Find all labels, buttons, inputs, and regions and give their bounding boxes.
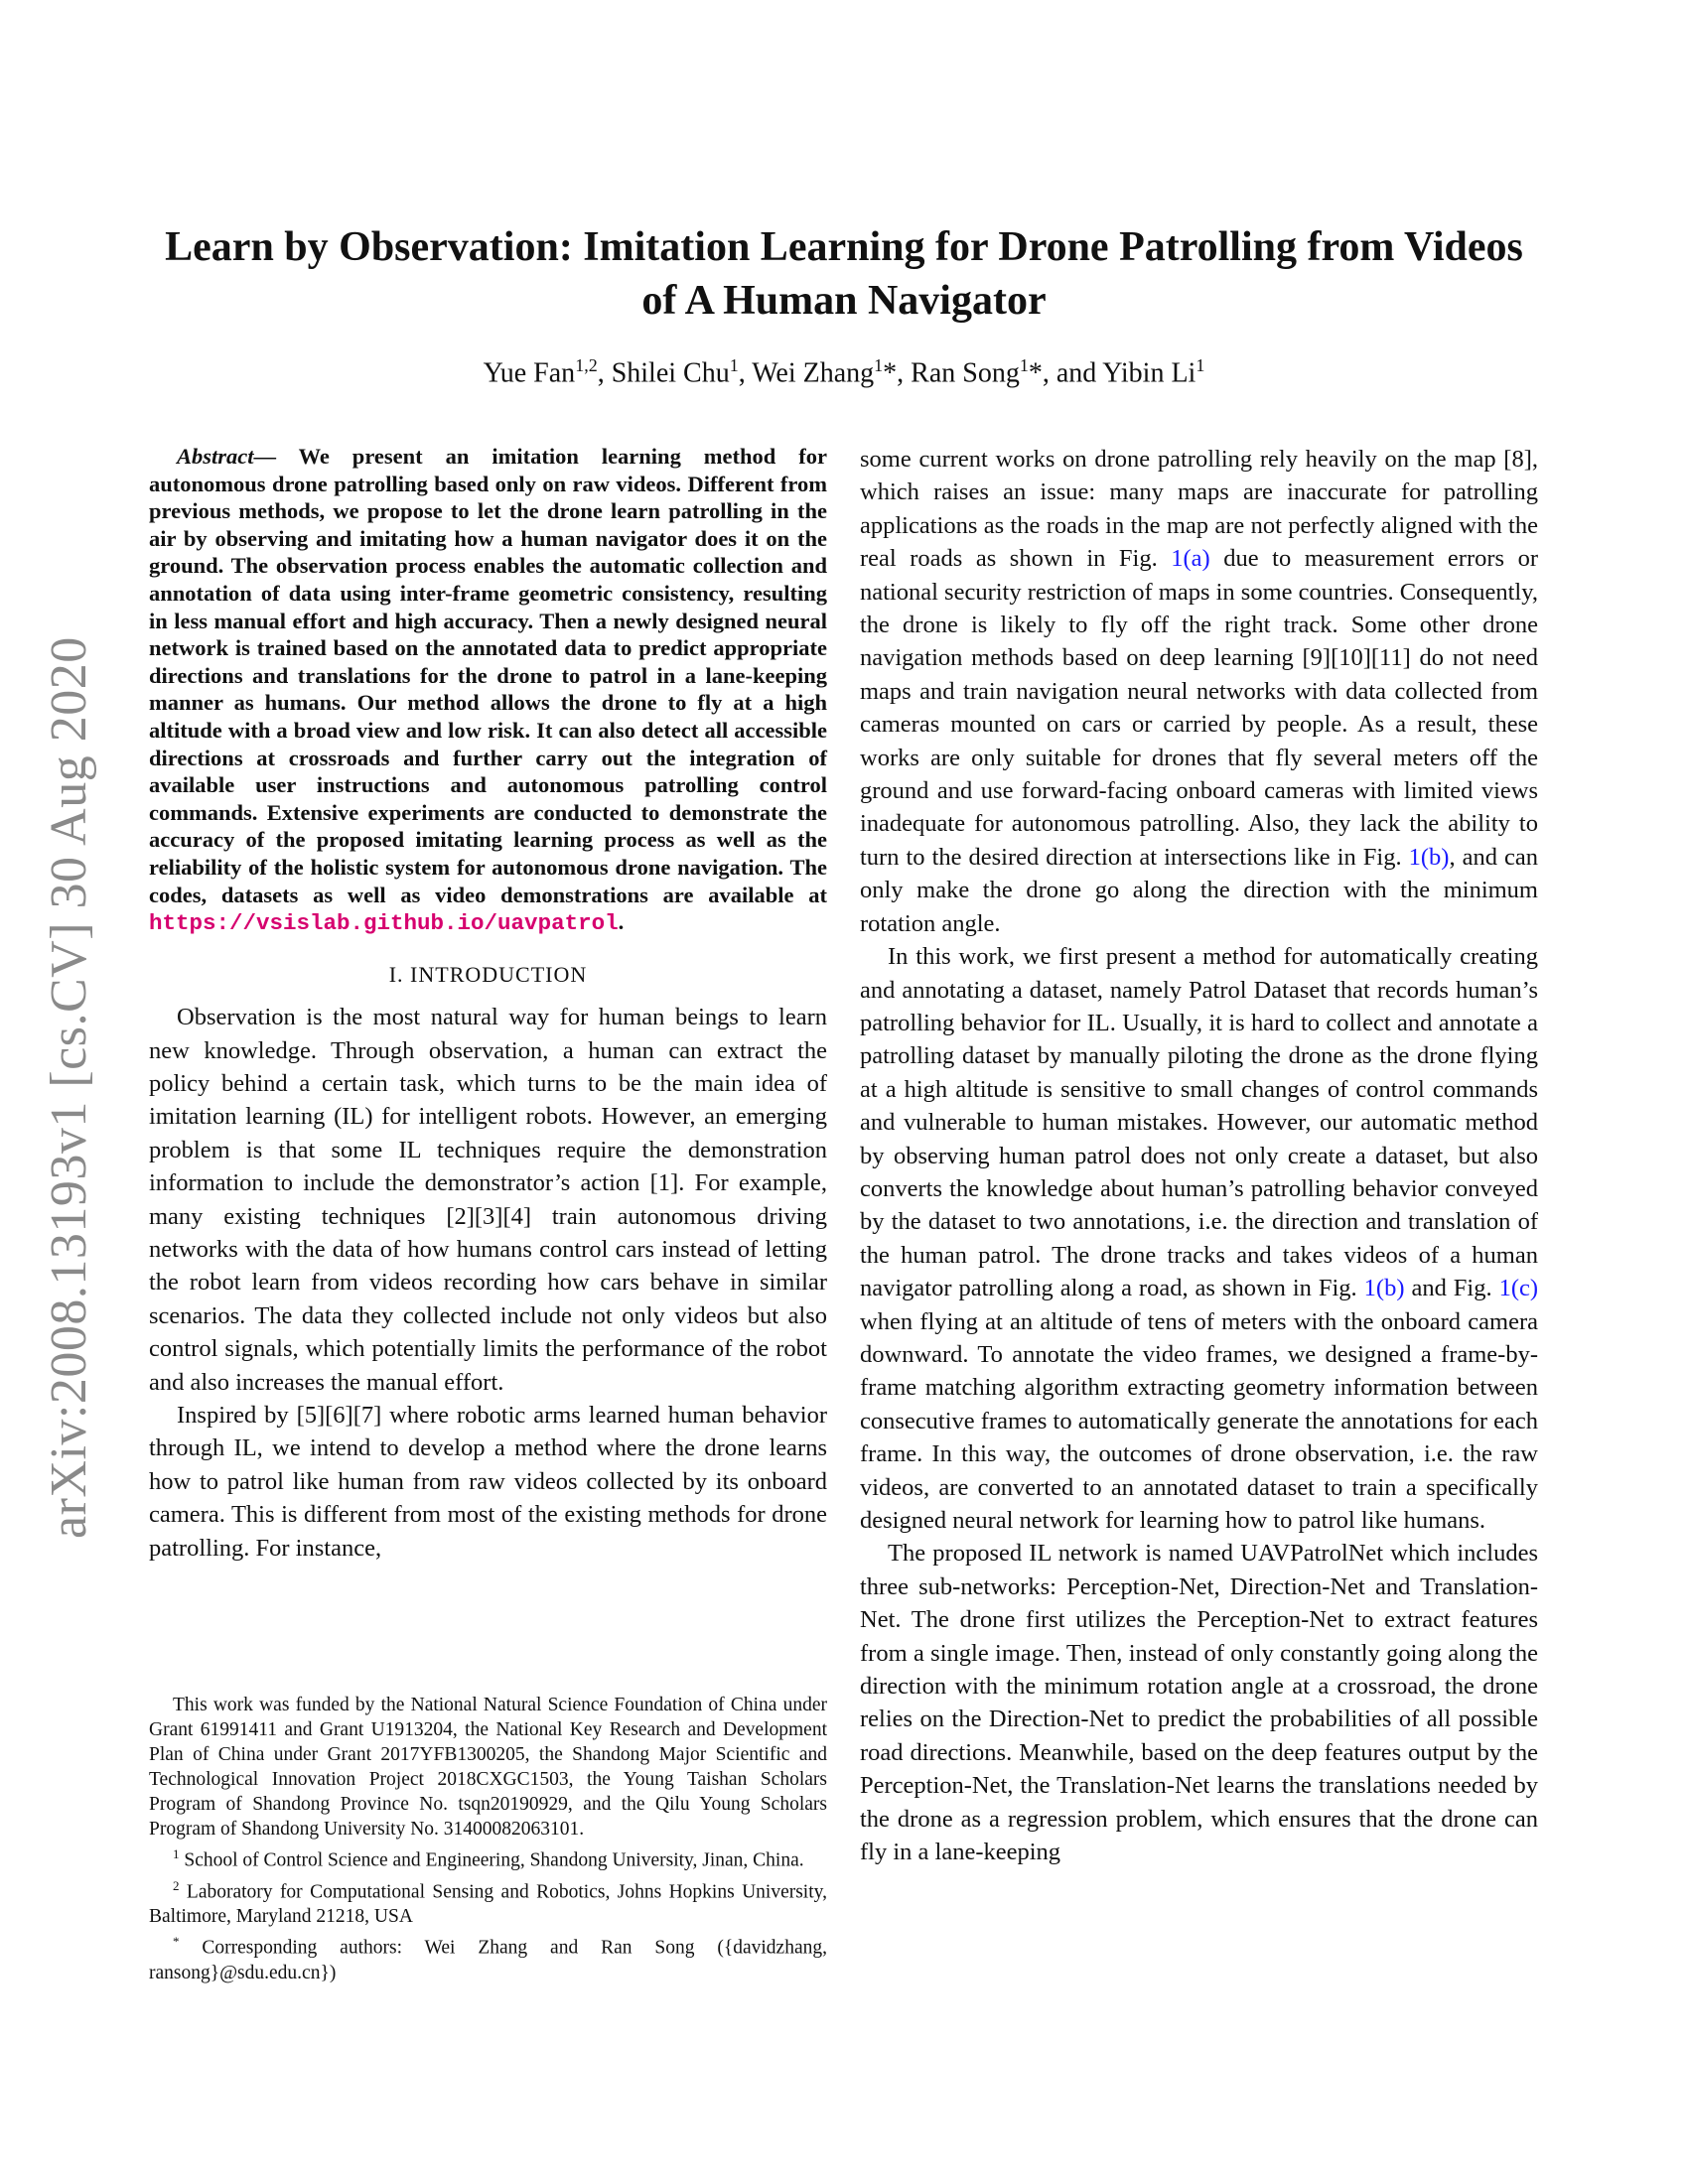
figure-reference-link[interactable]: 1(c) (1498, 1275, 1539, 1302)
figure-reference-link[interactable]: 1(a) (1171, 545, 1210, 573)
footnote-1: $^1$ School of Control Science and Engineering, Shandong University, Jinan, China. (173, 1846, 804, 1871)
footnote-mark: * (173, 1934, 180, 1949)
footnote-3: * Corresponding authors: Wei Zhang and Ran Song ({davidzhang, ransong}@sdu.edu.cn}) (149, 1934, 827, 1983)
body-paragraph: The proposed IL network is named UAVPatrolNet which includes three sub-networks: Perception-Net, Direction-Net and Translation-Net. The drone first utilizes the Perception-Net to extract features from a single image. Then, instead of only constantly going along the direction with the minimum rotation angle at a crossroad, the drone relies on the Direction-Net to predict the probabilities of all possible road directions. Meanwhile, based on the deep features output by the Perception-Net, the Translation-Net learns the translations needed by the drone as a regression problem, which ensures that the drone can fly in a lane-keeping (860, 1540, 1538, 1866)
abstract-text: We present an imitation learning method for autonomous drone patrolling based only on raw videos. Different from previous methods, we propose to let the drone learn patrolling in the air by observing and imitating how a human navigator does it on the ground. The observation process enables the automatic collection and annotation of data using inter-frame geometric consistency, resulting in less manual effort and high accuracy. Then a newly designed neural network is trained based on the annotated data to predict appropriate directions and translations for the drone to patrol in a lane-keeping manner as humans. Our method allows the drone to fly at a high altitude with a broad view and low risk. It can also detect all accessible directions at crossroads and further carry out the integration of available user instructions and autonomous patrolling control commands. Extensive experiments are conducted to demonstrate the accuracy of the proposed imitating learning process as well as the reliability of the holistic system for autonomous drone navigation. The codes, datasets as well as video demonstrations are available at (149, 444, 827, 907)
affiliation-mark: 1 (1019, 355, 1029, 375)
right-column (860, 443, 1538, 1868)
affiliation-mark: 1,2 (575, 355, 598, 375)
author-name: Wei Zhang (752, 357, 875, 389)
section-heading: I. INTRODUCTION (388, 961, 588, 987)
intro-paragraph-2: Inspired by [5][6][7] where robotic arms learned human behavior through IL, we intend to develop a method where the drone learns how to patrol like human from raw videos collected by its onboard camera. This is different from most of the existing methods for drone patrolling. For instance, (149, 1401, 827, 1562)
abstract: Abstract— We present an imitation learning method for autonomous drone patrolling based only on raw videos. Different from previous methods, we propose to let the drone learn patrolling in the air by observing and imitating how a human navigator does it on the ground. The observation process enables the automatic collection and annotation of data using inter-frame geometric consistency, resulting in less manual effort and high accuracy. Then a newly designed neural network is trained based on the annotated data to predict appropriate directions and translations for the drone to patrol in a lane-keeping manner as humans. Our method allows the drone to fly at a high altitude with a broad view and low risk. It can also detect all accessible directions at crossroads and further carry out the integration of available user instructions and autonomous patrolling control commands. Extensive experiments are conducted to demonstrate the accuracy of the proposed imitating learning process as well as the reliability of the holistic system for autonomous drone navigation. The codes, datasets as well as video demonstrations are available at https://vsislab.github.io/uavpatrol. (149, 444, 827, 937)
left-column (149, 443, 827, 1565)
author-name: Ran Song (911, 357, 1020, 389)
figure-reference-link[interactable]: 1(b) (1408, 843, 1450, 871)
author-name: Yue Fan (483, 357, 576, 389)
funding-note: This work was funded by the National Natural Science Foundation of China under Grant 61991411 and Grant U1913204, the National Key Research and Development Plan of China under Grant 2017YFB1300205, the Shandong Major Scientific and Technological Innovation Project 2018CXGC1503, the Young Taishan Scholars Program of Shandong Province No. tsqn20190929, and the Qilu Young Scholars Program of Shandong University No. 31400082063101. (149, 1695, 827, 1840)
intro-paragraph-1: Observation is the most natural way for human beings to learn new knowledge. Through observation, a human can extract the policy behind a certain task, which turns to be the main idea of imitation learning (IL) for intelligent robots. However, an emerging problem is that some IL techniques require the demonstration information to include the demonstrator’s action [1]. For example, many existing techniques [2][3][4] train autonomous driving networks with the data of how humans control cars instead of letting the robot learn from videos recording how cars behave in similar scenarios. The data they collected include not only videos but also control signals, which potentially limits the performance of the robot and also increases the manual effort. (149, 1004, 827, 1396)
footnote-mark: 2 (173, 1877, 180, 1893)
arxiv-identifier-stamp: arXiv:2008.13193v1 [cs.CV] 30 Aug 2020 (41, 636, 97, 1539)
abstract-label: Abstract (177, 444, 254, 469)
affiliation-mark: 1 (1196, 355, 1205, 375)
affiliation-mark: 1 (729, 355, 739, 375)
author-list: Yue Fan$^{1,2}$, Shilei Chu$^1$, Wei Zhang$^1$*, Ran Song$^1$*, and Yibin Li$^1$ (483, 355, 1205, 389)
footnote-mark: 1 (173, 1846, 180, 1861)
body-paragraph: In this work, we first present a method for automatically creating and annotating a dataset, namely Patrol Dataset that records human’s patrolling behavior for IL. Usually, it is hard to collect and annotate a patrolling dataset by manually piloting the drone as the drone flying at a high altitude is sensitive to small changes of control commands and vulnerable to human mistakes. However, our automatic method by observing human patrol does not only create a dataset, but also converts the knowledge about human’s patrolling behavior conveyed by the dataset to two annotations, i.e. the direction and translation of the human patrol. The drone tracks and takes videos of a human navigator patrolling along a road, as shown in Fig. 1(b) and Fig. 1(c) when flying at an altitude of tens of meters with the onboard camera downward. To annotate the video frames, we designed a frame-by-frame matching algorithm extracting geometry information between consecutive frames to automatically generate the annotations for each frame. In this way, the outcomes of drone observation, i.e. the raw videos, are converted to an annotated dataset to train a specifically designed neural network for learning how to patrol like humans. (860, 943, 1539, 1534)
paper-title: Learn by Observation: Imitation Learning for Drone Patrolling from Videos of A Human Navigator (165, 224, 1523, 325)
affiliation-mark: 1 (874, 355, 884, 375)
body-paragraph-continued: some current works on drone patrolling rely heavily on the map [8], which raises an issue: many maps are inaccurate for patrolling applications as the roads in the map are not perfectly aligned with the real roads as shown in Fig. 1(a) due to measurement errors or national security restriction of maps in some countries. Consequently, the drone is likely to fly off the right track. Some other drone navigation methods based on deep learning [9][10][11] do not need maps and train navigation neural networks with data collected from cameras mounted on cars or carried by people. As a result, these works are only suitable for drones that fly several meters off the ground and use forward-facing onboard cameras with limited views inadequate for autonomous patrolling. Also, they lack the ability to turn to the desired direction at intersections like in Fig. 1(b), and can only make the drone go along the direction with the minimum rotation angle. (860, 446, 1538, 937)
author-name: Yibin Li (1102, 357, 1196, 389)
footnote-2: $^2$ Laboratory for Computational Sensing and Robotics, Johns Hopkins University, Baltimore, Maryland 21218, USA (149, 1877, 827, 1927)
author-name: Shilei Chu (611, 357, 730, 389)
footnotes (149, 1693, 827, 1985)
figure-reference-link[interactable]: 1(b) (1363, 1275, 1405, 1302)
project-url-link[interactable]: https://vsislab.github.io/uavpatrol (149, 910, 619, 937)
